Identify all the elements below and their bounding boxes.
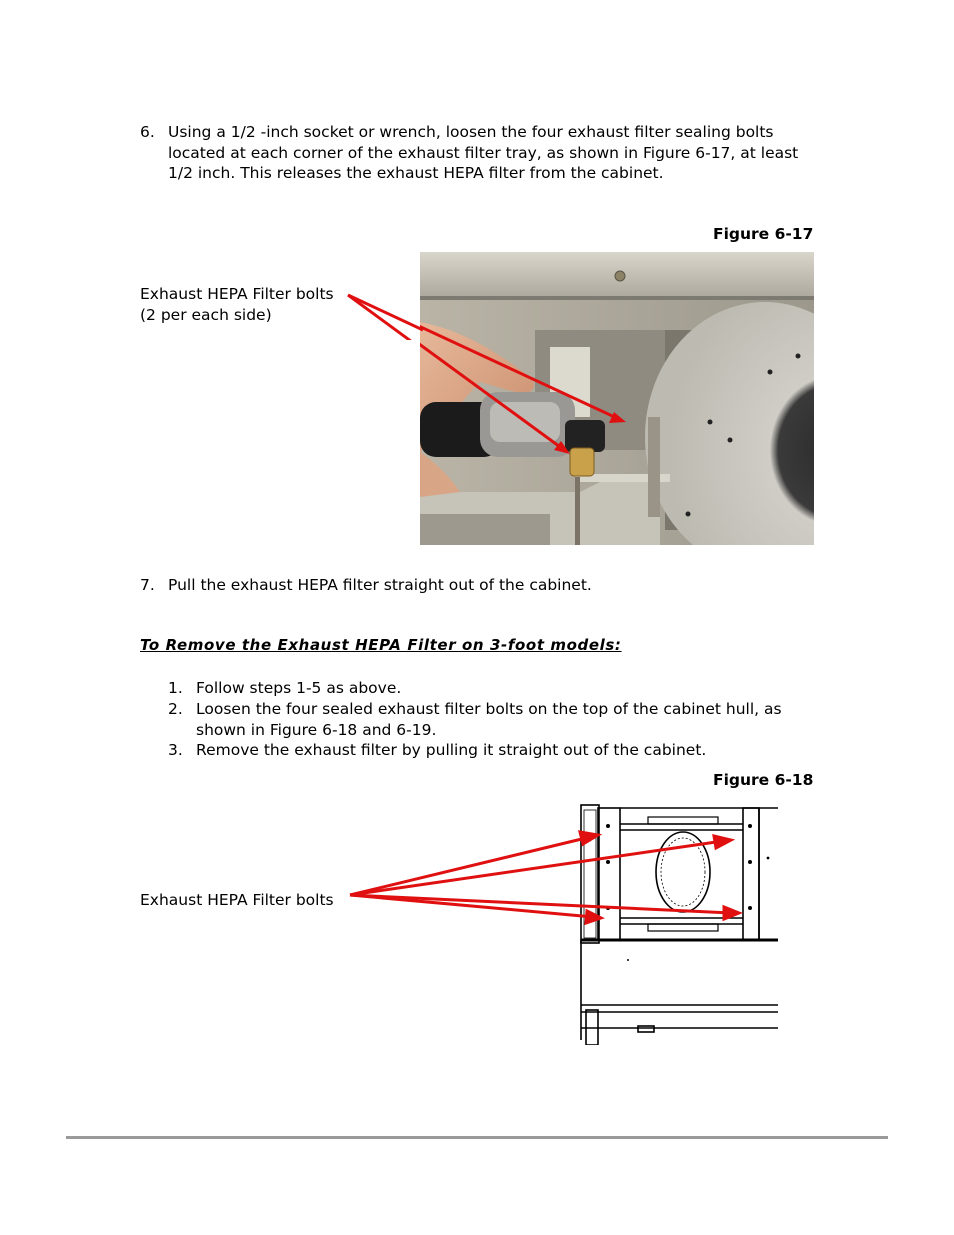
section-step-2 [168,699,808,741]
step-number: 3. [168,741,183,759]
section-step-3 [168,740,808,762]
footer-rule [66,1136,888,1139]
section-heading: To Remove the Exhaust HEPA Filter on 3-foot models: [140,636,622,654]
figure-6-18-callout: Exhaust HEPA Filter bolts [140,891,334,909]
step-number: 6. [140,123,155,141]
step-number: 2. [168,700,183,718]
step-7 [140,575,820,597]
figure-6-17-callout: Exhaust HEPA Filter bolts (2 per each side) [140,285,334,324]
step-text: Using a 1/2 -inch socket or wrench, loosen the four exhaust filter sealing bolts located at each corner of the exhaust filter tray, as shown in Figure 6-17, at least 1/2 inch. This releases the exhaust HEPA filter from the cabinet. [168,123,799,182]
step-number: 1. [168,679,183,697]
step-text: Loosen the four sealed exhaust filter bolts on the top of the cabinet hull, as shown in Figure 6-18 and 6-19. [196,700,782,739]
figure-6-17-arrow-lines [345,290,425,340]
figure-6-18-arrows [345,825,745,925]
figure-6-17-photo [420,252,814,545]
step-text: Follow steps 1-5 as above. [196,679,402,697]
step-text: Remove the exhaust filter by pulling it straight out of the cabinet. [196,741,707,759]
step-text: Pull the exhaust HEPA filter straight out of the cabinet. [168,576,592,594]
step-number: 7. [140,576,155,594]
section-step-1 [168,678,808,700]
figure-6-17-label: Figure 6-17 [713,225,814,243]
step-6 [140,122,820,184]
figure-6-18-label: Figure 6-18 [713,771,814,789]
